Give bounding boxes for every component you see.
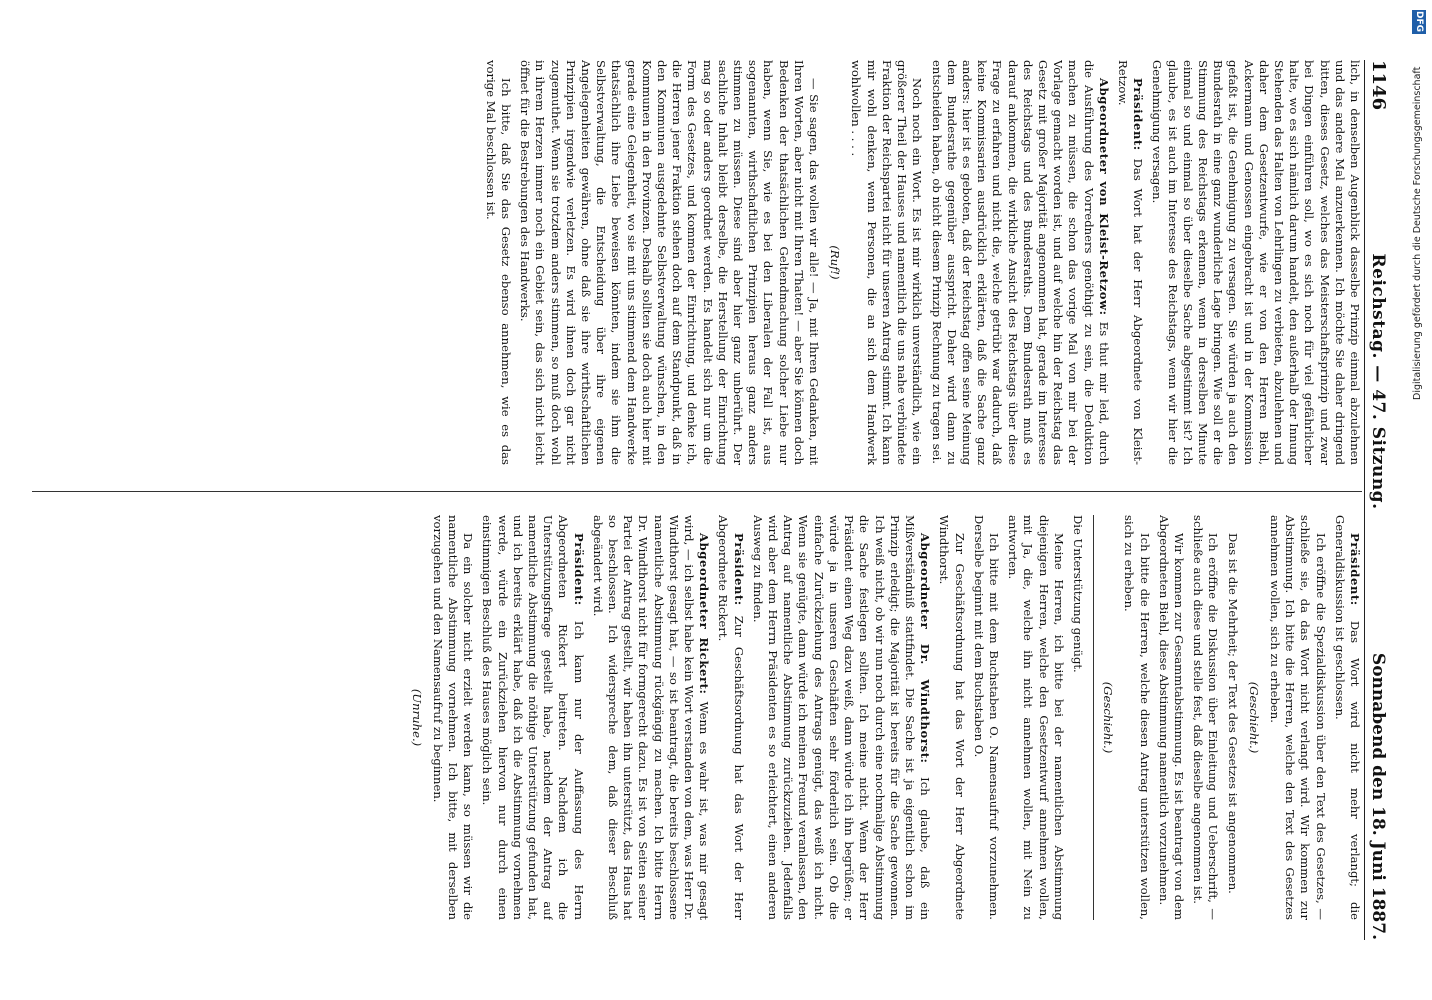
speaker-label: Präsident:	[571, 533, 586, 606]
speech-paragraph	[1332, 515, 1362, 920]
speech-paragraph	[750, 515, 932, 920]
paragraph: Meine Herren, ich bitte bei der namentlichen Abstimmung diejenigen Herren, welche den Gesetzentwurf annehmen wollen, mit Ja, die, welche ihn nicht annehmen wollen, mit Nein zu antworten.	[1006, 515, 1066, 920]
paragraph: lich, in denselben Augenblick dasselbe Prinzip einmal abzulehnen und das andere Mal anzuerkennen. Ich möchte Sie daher dringend bitten, dieses Gesetz, welches das Meisterschaftsprinzip und zwar bei Dingen einführen soll, wo es sich noch für viel gefährlicher halte, wo es sich nämlich darum handelt, den außerhalb der Innung Stehenden das Halten von Lehrlingen zu verbieten, abzulehnen und daher dem Gesetzentwurfe, wie er von den Herren Biehl, Ackermann und Genossen eingebracht ist und in der Kommission gefaßt ist, die Genehmigung zu versagen. Sie würden ja auch den Bundesrath in eine ganz wunderliche Lage bringen. Wie soll er die Stimmung des Reichstags erkennen, wenn in derselben Minute einmal so und einmal so über dieselbe Sache abgestimmt ist? Ich glaube, es ist auch im Interesse des Reichstags, wenn wir hier die Genehmigung versagen.	[1150, 60, 1362, 465]
page-header	[1364, 60, 1402, 940]
paragraph: Ich eröffne die Spezialdiskussion über den Text des Gesetzes, — schließe sie, da das Wort nicht verlangt wird. Wir kommen zur Abstimmung. Ich bitte die Herren, welche den Text des Gesetzes annehmen wollen, sich zu erheben.	[1267, 515, 1328, 920]
paragraph: Da ein solcher nicht erzielt werden kann, so müssen wir die namentliche Abstimmung vornehmen. Ich bitte, mit derselben vorzugehen und den Namensaufruf zu beginnen.	[430, 515, 476, 920]
speech-text: Ich kann nur der Auffassung des Herrn Abgeordneten Rickert beitreten. Nachdem ich die Unterstützungsfrage gestellt habe, nachdem der Antrag auf namentliche Abstimmung die nöthige Unterstützung gefunden hat, und ich bereits erklärt habe, daß ich die Abstimmung vornehmen werde, würde ein Zurückziehen hiervon nur durch einen einstimmigen Beschluß des Hauses möglich sein.	[480, 515, 586, 920]
speech-text: Das Wort wird nicht mehr verlangt; die Generaldiskussion ist geschlossen.	[1332, 515, 1362, 920]
left-column	[22, 60, 1362, 465]
paragraph: Ich bitte die Herren, welche diesen Antrag unterstützen wollen, sich zu erheben.	[1122, 515, 1152, 920]
speaker-label: Abgeordneter Dr. Windthorst:	[918, 533, 933, 764]
digitization-credit: Digitalisierung gefördert durch die Deutsche Forschungsgemeinschaft	[1412, 66, 1423, 400]
speaker-label: Präsident:	[1348, 533, 1362, 606]
interjection-note: (Geschieht.)	[1246, 681, 1261, 754]
paragraph: — Sie sagen, das wollen wir alle! — Ja, mit Ihren Gedanken, mit Ihren Worten, aber nicht mit Ihren Thaten! — aber Sie können doch Bedenken der thatsächlichen Geltendmachung solcher Liebe nur haben, wenn Sie, wie es bei den Liberalen der Fall ist, aus sogenannten, wirthschaftlichen Prinzipien heraus ganz anders stimmen zu müssen. Diese sind aber hier ganz unberührt. Der sachliche Inhalt bleibt derselbe, die Herstellung der Einrichtung mag so oder anders geordnet werden. Es handelt sich nur um die Form des Gesetzes, und kommen der Einrichtung, und denke ich, die Herren jener Fraktion stehen doch auf dem Standpunkt, daß in den Kommunen ausgedehnte Selbstverwaltung wünschen, in den Kommunen in den Provinzen. Deshalb sollten sie doch auch hier mit gerade eine Gelegenheit, wo sie mit uns stimmend dem Handwerke thatsächlich ihre Liebe beweisen könnten, indem sie ihm die Selbstverwaltung, die Entscheidung über ihre eigenen Angelegenheiten gewähren, ohne daß sie ihre wirthschaftlichen Prinzipien irgendwie verletzen. Es wird ihnen doch gar nicht zugemuthet. Wenn sie trotzdem anders stimmen, so muß doch wohl in ihrem Herzen immer noch ein Gebiet sein, das sich nicht leicht öffnet für die Bestrebungen des Handwerks.	[518, 60, 822, 465]
speech-text: Wenn es wahr ist, was mir gesagt wird, — ich selbst habe kein Wort verstanden von dem, was Herr Dr. Windthorst gesagt hat, — so ist beantragt, die bereits beschlossene namentliche Abstimmung rückgängig zu machen. Ich bitte Herrn Dr. Windthorst nicht für formgerecht dazu. Es ist von Seiten seiner Partei der Antrag gestellt, wir haben ihn unterstützt, das Haus hat so beschlossen. Ich widerspreche dem, daß dieser Beschluß abgeändert wird.	[590, 515, 712, 920]
speech-paragraph	[1115, 60, 1145, 465]
speech-paragraph	[590, 515, 712, 920]
speech-text: Das Wort hat der Herr Abgeordnete von Kleist-Retzow.	[1115, 60, 1146, 465]
interjection-note: (Unruhe.)	[409, 688, 424, 747]
page-number: 1146	[1368, 60, 1389, 111]
session-date: Sonnabend den 18. Juni 1887.	[1368, 652, 1388, 940]
session-title: Reichstag. — 47. Sitzung.	[1368, 253, 1388, 510]
speech-paragraph	[928, 60, 1110, 465]
paragraph: Das ist die Mehrheit; der Text des Gesetzes ist angenommen.	[1225, 533, 1240, 894]
speaker-label: Abgeordneter von Kleist-Retzow:	[1096, 78, 1111, 316]
column-divider	[32, 491, 1362, 492]
right-column	[22, 515, 1362, 920]
interjection-note: (Geschieht.)	[1101, 681, 1116, 754]
dfg-logo: DFG	[1414, 11, 1424, 33]
paragraph: Die Unterstützung genügt.	[1070, 515, 1085, 673]
paragraph: Ich bitte, daß Sie das Gesetz ebenso annehmen, wie es das vorige Mal beschlossen ist.	[483, 60, 514, 465]
speaker-label: Präsident:	[731, 533, 746, 606]
paragraph: Wir kommen zur Gesammtabstimmung. Es ist beantragt von dem Abgeordneten Biehl, diese Abstimmung namentlich vorzunehmen.	[1156, 515, 1186, 920]
speech-text: Zur Geschäftsordnung hat das Wort der Herr Abgeordnete Rickert.	[716, 515, 746, 920]
interjection-note: (Ruf!)	[828, 245, 843, 280]
speech-text: Es thut mir leid, durch die Ausführung des Vorredners genöthigt zu sein, die Deduktion machen zu müssen, die schon das vorige Mal von mir bei der Vorlage gemacht worden ist, und auf welche hin der Reichstag das Gesetz mit großer Majorität angenommen hat, gerade im Interesse des Reichstags und des Bundesraths. Dem Bundesrath muß es darauf ankommen, die wirkliche Ansicht des Reichstags über diese Frage zu erfahren und nicht die, welche getrübt war dadurch, daß keine Kommissarien ausdrücklich erklärten, daß die Sache ganz anders: hier ist es geboten, daß der Reichstag offen seine Meinung dem Bundesrathe gegenüber ausspricht. Daher wird dann zu entscheiden haben, ob nicht diesem Prinzip Rechnung zu tragen sei.	[929, 60, 1111, 465]
speaker-label: Präsident:	[1131, 78, 1146, 151]
speech-paragraph	[715, 515, 745, 920]
speech-text: Ich glaube, daß ein Mißverständniß stattfindet. Die Sache ist ja eigentlich schon im Prinzip erledigt; die Majorität ist bereits für die Sache gewonnen. Ich weiß nicht, ob wir nun noch durch eine nochmalige Abstimmung die Sache festlegen sollten. Ich meine nicht. Wenn der Herr Präsident einen Weg dazu weiß, dann würde ich ihn begrüßen; er würde ja in unseren Geschäften sehr förderlich sein. Ob die einfache Zurückziehung des Antrags genügt, das weiß ich nicht. Wenn sie genügte, dann würde ich meinen Freund veranlassen, den Antrag auf namentliche Abstimmung zurückzuziehen. Jedenfalls wird aber dem Herrn Präsidenten es so erleichtert, einen anderen Ausweg zu finden.	[750, 515, 933, 920]
paragraph: Ich eröffne die Diskussion über Einleitung und Ueberschrift, — schließe auch diese und stelle fest, daß dieselbe angenommen ist.	[1191, 515, 1221, 920]
section-divider	[1093, 515, 1094, 920]
speaker-label: Abgeordneter Rickert:	[697, 533, 712, 695]
speech-paragraph	[479, 515, 585, 920]
paragraph: Noch noch ein Wort. Es ist mir wirklich unverständlich, wie ein größerer Theil der Hauses und namentlich die uns nahe verbündete Fraktion der Reichspartei nicht für unseren Antrag stimmt. Ich kann mir wohl denken, wenn Personen, die an sich dem Handwerk wohlwollen . . . .	[849, 60, 925, 465]
paragraph: Ich bitte mit dem Buchstaben O. Namensaufruf vorzunehmen. Derselbe beginnt mit dem Buchstaben O.	[971, 515, 1001, 920]
paragraph: Zur Geschäftsordnung hat das Wort der Herr Abgeordnete Windthorst.	[937, 515, 967, 920]
